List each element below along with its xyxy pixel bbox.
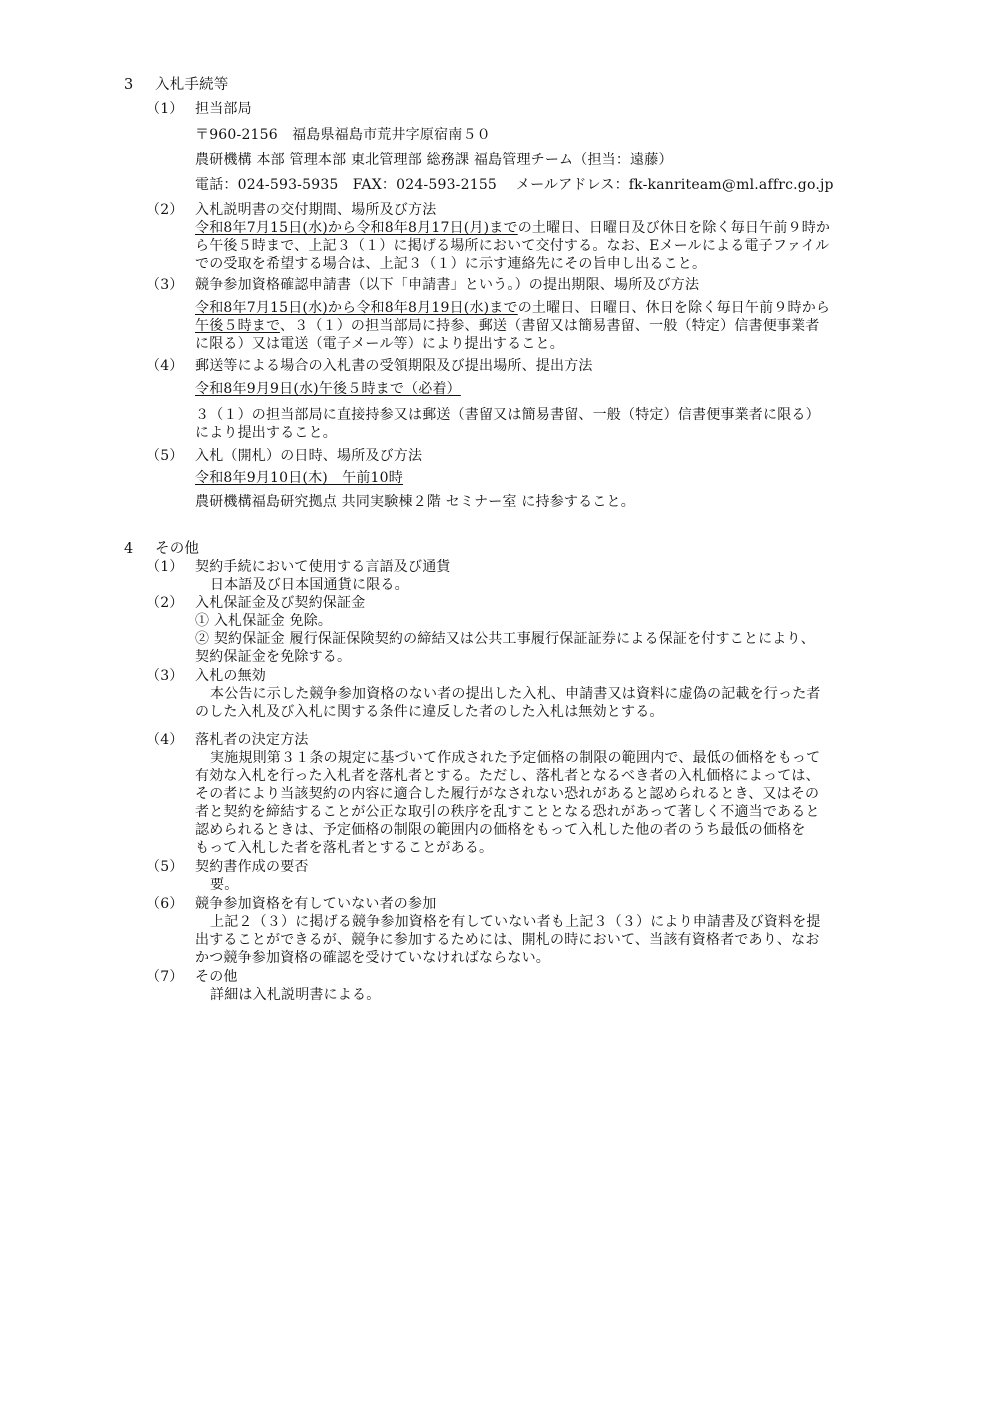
item-4-2-sub2-line2: 契約保証金を免除する。 [195, 649, 352, 665]
item-4-6-title: 競争参加資格を有していない者の参加 [195, 896, 437, 912]
item-4-7-title: その他 [195, 969, 238, 985]
item-4-1-title: 契約手続において使用する言語及び通貨 [195, 559, 451, 575]
item-4-3-title: 入札の無効 [195, 668, 266, 684]
item-3-1-address: 〒960-2156 福島県福島市荒井字原宿南５０ [195, 127, 491, 143]
item-4-5-body: 要。 [210, 877, 239, 893]
item-3-4-line2: により提出すること。 [195, 425, 337, 441]
item-4-6-line2: 出することができるが、競争に参加するためには、開札の時において、当該有資格者であり、なお [195, 932, 820, 948]
item-3-3-line2 [195, 317, 820, 335]
item-4-4-number: （4） [146, 732, 184, 748]
item-3-1-contact: 電話：024-593-5935 FAX：024-593-2155 メールアドレス：fk-kanriteam@ml.affrc.go.jp [195, 177, 834, 193]
item-3-5-datetime: 令和8年9月10日(木) 午前10時 [195, 470, 403, 486]
item-4-2-sub1: ① 入札保証金 免除。 [195, 613, 333, 629]
item-3-5-number: （5） [146, 448, 184, 464]
item-4-2-sub2-line1: ② 契約保証金 履行保証保険契約の締結又は公共工事履行保証証券による保証を付すことにより、 [195, 631, 815, 647]
item-4-6-line3: かつ競争参加資格の確認を受けていなければならない。 [195, 950, 550, 966]
item-3-2-line1-rest: の土曜日、日曜日及び休日を除く毎日午前９時か [517, 220, 831, 236]
item-3-4-number: （4） [146, 358, 184, 374]
item-4-4-line1: 実施規則第３１条の規定に基づいて作成された予定価格の制限の範囲内で、最低の価格をもって [210, 750, 821, 766]
item-4-4-title: 落札者の決定方法 [195, 732, 309, 748]
item-3-1-number: （1） [146, 101, 184, 117]
item-4-1-body: 日本語及び日本国通貨に限る。 [210, 577, 409, 593]
item-3-3-line2-rest: 、３（１）の担当部局に持参、郵送（書留又は簡易書留、一般（特定）信書便事業者 [279, 318, 820, 334]
item-4-4-line3: その者により当該契約の内容に適合した履行がなされない恐れがあると認められるとき、又はその [195, 786, 820, 802]
item-3-2-period: 令和8年7月15日(水)から令和8年8月17日(月)まで [195, 220, 518, 236]
item-4-3-line1: 本公告に示した競争参加資格のない者の提出した入札、申請書又は資料に虚偽の記載を行った者 [210, 686, 821, 702]
item-3-3-title: 競争参加資格確認申請書（以下「申請書」という。）の提出期限、場所及び方法 [195, 277, 700, 293]
section-4-number: 4 [124, 541, 134, 557]
item-4-4-line2: 有効な入札を行った入札者を落札者とする。ただし、落札者となるべき者の入札価格によっては、 [195, 768, 820, 784]
item-3-2-number: （2） [146, 202, 184, 218]
item-4-5-title: 契約書作成の要否 [195, 859, 309, 875]
item-4-2-title: 入札保証金及び契約保証金 [195, 595, 366, 611]
item-3-4-deadline: 令和8年9月9日(水)午後５時まで（必着） [195, 381, 461, 397]
item-4-4-line4: 者と契約を締結することが公正な取引の秩序を乱すこととなる恐れがあって著しく不適当であると [195, 804, 820, 820]
item-3-4-line1: ３（１）の担当部局に直接持参又は郵送（書留又は簡易書留、一般（特定）信書便事業者に限る） [195, 407, 820, 423]
item-3-3-line1 [195, 299, 830, 317]
item-3-3-line3: に限る）又は電送（電子メール等）により提出すること。 [195, 336, 564, 352]
item-3-4-title: 郵送等による場合の入札書の受領期限及び提出場所、提出方法 [195, 358, 593, 374]
item-3-2-title: 入札説明書の交付期間、場所及び方法 [195, 202, 437, 218]
item-3-3-time: 午後５時まで [195, 318, 280, 334]
item-3-3-line1-rest: の土曜日、日曜日、休日を除く毎日午前９時から [517, 300, 831, 316]
item-3-2-line2: ら午後５時まで、上記３（１）に掲げる場所において交付する。なお、Eメールによる電子ファイル [195, 238, 830, 254]
item-3-1-org: 農研機構 本部 管理本部 東北管理部 総務課 福島管理チーム（担当：遠藤） [195, 152, 673, 168]
section-4-title: その他 [155, 541, 200, 557]
item-3-5-place: 農研機構福島研究拠点 共同実験棟２階 セミナー室 に持参すること。 [195, 494, 635, 510]
item-4-6-line1: 上記２（３）に掲げる競争参加資格を有していない者も上記３（３）により申請書及び資料を提 [210, 914, 821, 930]
item-4-1-number: （1） [146, 559, 184, 575]
item-4-4-line5: 認められるときは、予定価格の制限の範囲内の価格をもって入札した他の者のうち最低の価格を [195, 822, 806, 838]
section-3-number: 3 [124, 77, 134, 93]
item-3-5-title: 入札（開札）の日時、場所及び方法 [195, 448, 423, 464]
item-4-4-line6: もって入札した者を落札者とすることがある。 [195, 840, 494, 856]
item-3-2-line1 [195, 219, 830, 237]
item-4-3-line2: のした入札及び入札に関する条件に違反した者のした入札は無効とする。 [195, 704, 664, 720]
item-4-5-number: （5） [146, 859, 184, 875]
item-4-3-number: （3） [146, 668, 184, 684]
item-3-3-number: （3） [146, 277, 184, 293]
item-3-2-line3: での受取を希望する場合は、上記３（１）に示す連絡先にその旨申し出ること。 [195, 256, 707, 272]
item-3-3-period: 令和8年7月15日(水)から令和8年8月19日(水)まで [195, 300, 518, 316]
item-4-6-number: （6） [146, 896, 184, 912]
item-4-7-number: （7） [146, 969, 184, 985]
item-3-1-title: 担当部局 [195, 101, 252, 117]
item-4-2-number: （2） [146, 595, 184, 611]
item-4-7-body: 詳細は入札説明書による。 [210, 987, 381, 1003]
section-3-title: 入札手続等 [155, 77, 229, 93]
